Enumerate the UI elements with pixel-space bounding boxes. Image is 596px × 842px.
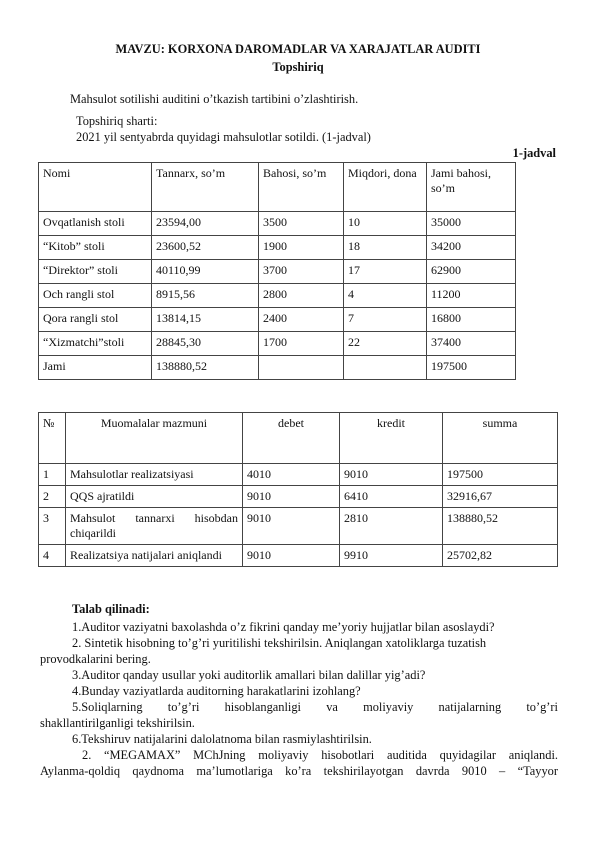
table-cell: 32916,67: [443, 486, 558, 508]
table-cell: 22: [344, 332, 427, 356]
task-line: 6.Tekshiruv natijalarini dalolatnoma bilan rasmiylashtirilsin.: [72, 732, 372, 746]
table-cell: 3: [39, 508, 66, 545]
task-line: Aylanma-qoldiq qaydnoma ma’lumotlariga ko’ra tekshirilayotgan davrda 9010 – “Tayyor: [40, 764, 558, 778]
table-cell: “Kitob” stoli: [39, 236, 152, 260]
table-cell: [344, 356, 427, 380]
table-cell: 3700: [259, 260, 344, 284]
table-cell: QQS ajratildi: [66, 486, 243, 508]
table-cell: 2800: [259, 284, 344, 308]
table-cell: 4: [344, 284, 427, 308]
table1-label: 1-jadval: [512, 146, 556, 160]
table-cell: 9010: [243, 486, 340, 508]
table-cell: 197500: [443, 464, 558, 486]
table-cell: 40110,99: [152, 260, 259, 284]
table-cell: 23600,52: [152, 236, 259, 260]
page-title: MAVZU: KORXONA DAROMADLAR VA XARAJATLAR AUDITI: [115, 42, 481, 56]
table-header-cell: Bahosi, so’m: [259, 163, 344, 212]
table-cell: 8915,56: [152, 284, 259, 308]
sales-table: [38, 162, 516, 380]
table-cell: 138880,52: [443, 508, 558, 545]
task-line: 2. Sintetik hisobning to’g’ri yuritilishi tekshirilsin. Aniqlangan xatoliklarga tuzatish: [72, 636, 487, 650]
table-header-cell: №: [39, 413, 66, 464]
table-header-cell: debet: [243, 413, 340, 464]
table-cell: “Xizmatchi”stoli: [39, 332, 152, 356]
table-cell: Mahsulot tannarxi hisobdan chiqarildi: [66, 508, 243, 545]
task-line: 3.Auditor qanday usullar yoki auditorlik amallari bilan dalillar yig’adi?: [72, 668, 426, 682]
table-header-cell: Miqdori, dona: [344, 163, 427, 212]
table-header-cell: Tannarx, so’m: [152, 163, 259, 212]
table-cell: 9910: [340, 545, 443, 567]
table-cell: 1900: [259, 236, 344, 260]
table-row: [39, 284, 516, 308]
table-row: [39, 236, 516, 260]
table-cell: 9010: [243, 545, 340, 567]
task-line: provodkalarini bering.: [40, 652, 151, 666]
journal-table: [38, 412, 558, 567]
page-subtitle: Topshiriq: [272, 60, 324, 74]
table-cell: 4: [39, 545, 66, 567]
table-cell: Jami: [39, 356, 152, 380]
table-cell: Ovqatlanish stoli: [39, 212, 152, 236]
table-row: [39, 508, 558, 545]
table-cell: 34200: [427, 236, 516, 260]
task-line: 2. “MEGAMAX” MChJning moliyaviy hisobotlari auditida quyidagilar aniqlandi.: [82, 748, 558, 762]
table-cell: 25702,82: [443, 545, 558, 567]
table-cell: 197500: [427, 356, 516, 380]
table-cell: Och rangli stol: [39, 284, 152, 308]
table-cell: 2400: [259, 308, 344, 332]
table-header-cell: summa: [443, 413, 558, 464]
table-cell: 23594,00: [152, 212, 259, 236]
task-line: shakllantirilganligi tekshirilsin.: [40, 716, 195, 730]
table-cell: 1: [39, 464, 66, 486]
table-cell: 9010: [340, 464, 443, 486]
table-row: [39, 308, 516, 332]
table-cell: 3500: [259, 212, 344, 236]
table-cell: 138880,52: [152, 356, 259, 380]
table-row: [39, 545, 558, 567]
table-cell: 17: [344, 260, 427, 284]
table-cell: Realizatsiya natijalari aniqlandi: [66, 545, 243, 567]
table-header-cell: Jami bahosi, so’m: [427, 163, 516, 212]
table-row: [39, 332, 516, 356]
table-header-row: [39, 413, 558, 464]
table-header-cell: Nomi: [39, 163, 152, 212]
table-total-row: [39, 356, 516, 380]
table-row: [39, 486, 558, 508]
table-cell: 62900: [427, 260, 516, 284]
table-cell: 18: [344, 236, 427, 260]
table-header-row: [39, 163, 516, 212]
table-cell: 4010: [243, 464, 340, 486]
table-header-cell: Muomalalar mazmuni: [66, 413, 243, 464]
table-cell: 10: [344, 212, 427, 236]
table-row: [39, 260, 516, 284]
condition-text: 2021 yil sentyabrda quyidagi mahsulotlar sotildi. (1-jadval): [76, 130, 371, 144]
table-cell: 2: [39, 486, 66, 508]
table-cell: Mahsulotlar realizatsiyasi: [66, 464, 243, 486]
table-cell: 28845,30: [152, 332, 259, 356]
table-header-cell: kredit: [340, 413, 443, 464]
table-cell: “Direktor” stoli: [39, 260, 152, 284]
table-row: [39, 212, 516, 236]
intro-text: Mahsulot sotilishi auditini o’tkazish tartibini o’zlashtirish.: [70, 92, 359, 106]
table-cell: 7: [344, 308, 427, 332]
table-cell: 16800: [427, 308, 516, 332]
condition-label: Topshiriq sharti:: [76, 114, 158, 128]
table-cell: 37400: [427, 332, 516, 356]
table-cell: 1700: [259, 332, 344, 356]
task-line: 4.Bunday vaziyatlarda auditorning harakatlarini izohlang?: [72, 684, 361, 698]
task-line: 1.Auditor vaziyatni baxolashda o’z fikrini qanday me’yoriy hujjatlar bilan asoslaydi?: [72, 620, 495, 634]
table-cell: 11200: [427, 284, 516, 308]
table-cell: 13814,15: [152, 308, 259, 332]
task-line: 5.Soliqlarning to’g’ri hisoblanganligi va moliyaviy natijalarning to’g’ri: [72, 700, 558, 714]
table-cell: 35000: [427, 212, 516, 236]
table-cell: 9010: [243, 508, 340, 545]
table-row: [39, 464, 558, 486]
table-cell: [259, 356, 344, 380]
table-cell: 2810: [340, 508, 443, 545]
table-cell: Qora rangli stol: [39, 308, 152, 332]
required-label: Talab qilinadi:: [72, 602, 150, 616]
table-cell: 6410: [340, 486, 443, 508]
